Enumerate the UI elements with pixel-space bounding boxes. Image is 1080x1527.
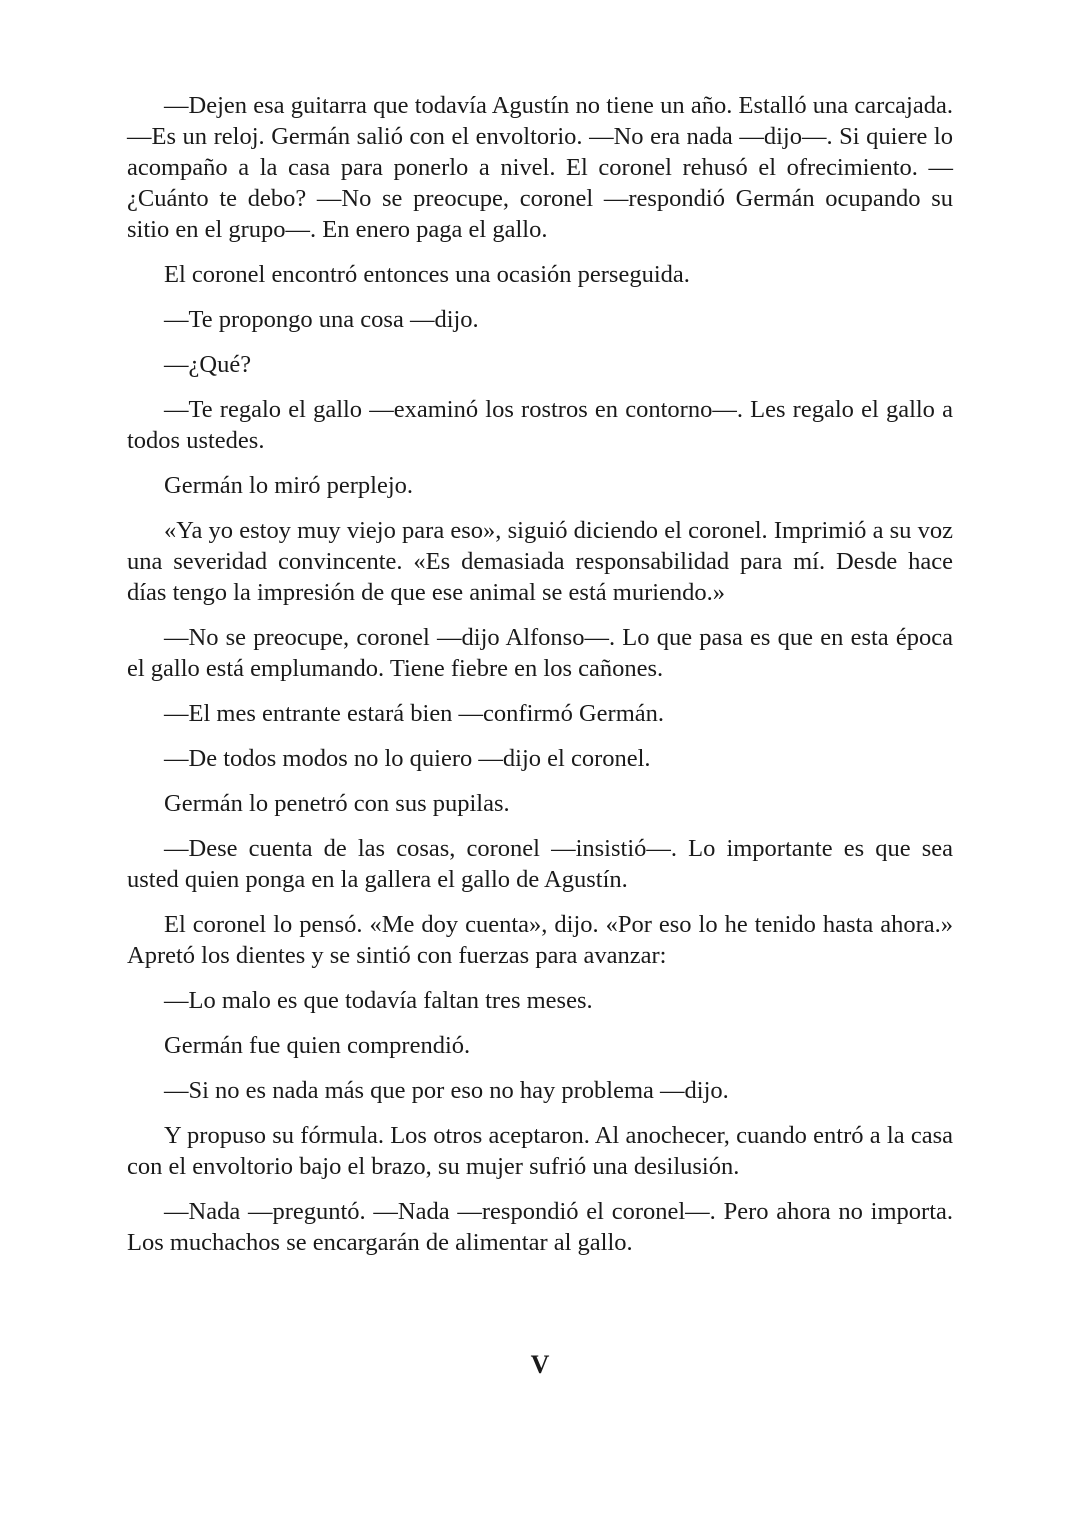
paragraph: El coronel lo pensó. «Me doy cuenta», dijo. «Por eso lo he tenido hasta ahora.» Apretó los dientes y se sintió con fuerzas para avanzar: <box>127 911 953 969</box>
document-body <box>127 90 953 1272</box>
paragraph: —Dese cuenta de las cosas, coronel —insistió—. Lo importante es que sea usted quien ponga en la gallera el gallo de Agustín. <box>127 835 953 893</box>
paragraph: Germán lo miró perplejo. <box>164 472 414 499</box>
paragraph: —Te propongo una cosa —dijo. <box>164 306 479 333</box>
paragraph: Germán lo penetró con sus pupilas. <box>164 790 510 817</box>
paragraph: Germán fue quien comprendió. <box>164 1032 471 1059</box>
paragraph: —Dejen esa guitarra que todavía Agustín no tiene un año. Estalló una carcajada. —Es un reloj. Germán salió con el envoltorio. —No era nada —dijo—. Si quiere lo acompaño a la casa para ponerlo a nivel. El coronel rehusó el ofrecimiento. —¿Cuánto te debo? —No se preocupe, coronel —respondió Germán ocupando su sitio en el grupo—. En enero paga el gallo. <box>127 92 953 243</box>
paragraph: —Lo malo es que todavía faltan tres meses. <box>164 987 593 1014</box>
paragraph: Y propuso su fórmula. Los otros aceptaron. Al anochecer, cuando entró a la casa con el envoltorio bajo el brazo, su mujer sufrió una desilusión. <box>127 1122 953 1180</box>
paragraph: —Si no es nada más que por eso no hay problema —dijo. <box>164 1077 729 1104</box>
paragraph: «Ya yo estoy muy viejo para eso», siguió diciendo el coronel. Imprimió a su voz una severidad convincente. «Es demasiada responsabilidad para mí. Desde hace días tengo la impresión de que ese animal se está muriendo.» <box>127 517 953 606</box>
paragraph: —El mes entrante estará bien —confirmó Germán. <box>164 700 665 727</box>
section-heading: V <box>530 1350 550 1379</box>
paragraph: —Te regalo el gallo —examinó los rostros en contorno—. Les regalo el gallo a todos ustedes. <box>127 396 953 454</box>
paragraph: —De todos modos no lo quiero —dijo el coronel. <box>164 745 651 772</box>
paragraph: —Nada —preguntó. —Nada —respondió el coronel—. Pero ahora no importa. Los muchachos se encargarán de alimentar al gallo. <box>127 1198 953 1256</box>
paragraph: —¿Qué? <box>164 351 252 378</box>
paragraph: —No se preocupe, coronel —dijo Alfonso—. Lo que pasa es que en esta época el gallo está emplumando. Tiene fiebre en los cañones. <box>127 624 953 682</box>
paragraph: El coronel encontró entonces una ocasión perseguida. <box>164 261 690 288</box>
